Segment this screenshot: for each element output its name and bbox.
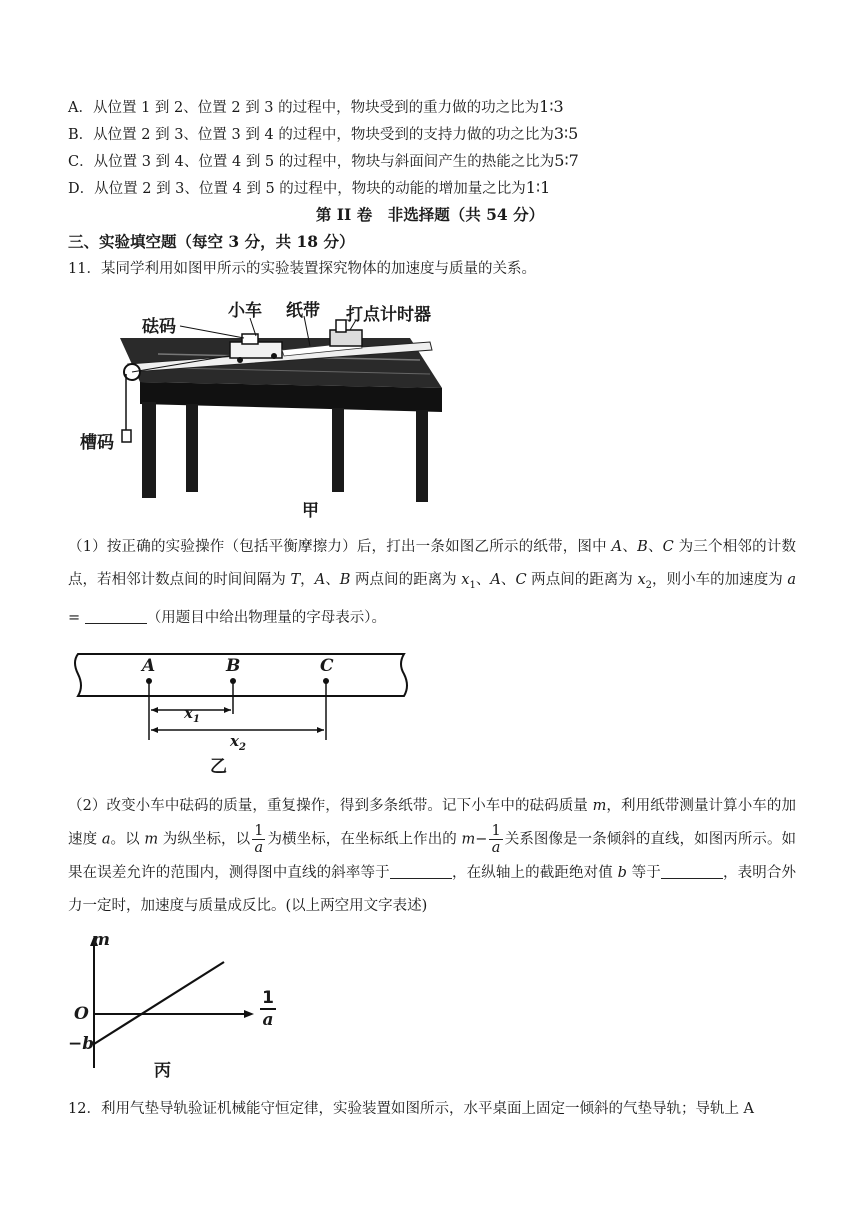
label-car: 小车 [228, 301, 262, 321]
option-a-ratio: 1∶3 [539, 97, 564, 116]
x1-label-var: x [184, 704, 193, 722]
x-axis-label-den: a [262, 1010, 274, 1030]
x-axis-label-num: 1 [260, 988, 276, 1010]
table-leg [332, 408, 344, 492]
option-d-ratio: 1∶1 [525, 178, 551, 197]
q11-part2-text-i: ，表明合外力一定时，加速度与质量成反比。(以上两空用文字表述) [68, 864, 797, 914]
fraction-1-over-a-2: $\frac{1}{a}$ [491, 823, 501, 856]
q11-part2-text-e: 为横坐标，在坐标纸上作出的 [267, 831, 462, 848]
q11-part2-text-b: ，利用纸带测量计算小车的加速度 [68, 798, 796, 848]
q11-stem: 11．某同学利用如图甲所示的实验装置探究物体的加速度与质量的关系。 [68, 261, 536, 277]
q11-part1: （1）按正确的实验操作（包括平衡摩擦力）后，打出一条如图乙所示的纸带，图中 A、B、C 为三个相邻的计数点，若相邻计数点间的时间间隔为 T，A、B 两点间的距离为 $x_1$、A、C 两点间的距离为 $x_2$，则小车的加速度为 a = （用题目中给出物理量的字母表示）。 [68, 539, 797, 626]
timer-top [336, 320, 346, 332]
fraction-1-over-a: $\frac{1}{a}$ [254, 823, 264, 856]
label-timer: 打点计时器 [346, 305, 431, 325]
option-a [68, 97, 564, 118]
option-d-text: D．从位置 2 到 3、位置 4 到 5 的过程中，物块的动能的增加量之比为 [68, 181, 526, 197]
car-wheel [237, 357, 243, 363]
table-leg [142, 402, 156, 498]
section3-title: 三、实验填空题（每空 3 分，共 18 分） [68, 232, 355, 251]
q11-part2: （2）改变小车中砝码的质量，重复操作，得到多条纸带。记下小车中的砝码质量 m，利用纸带测量计算小车的加速度 a。以 m 为纵坐标，以 $\frac{1}{a}$ 为横坐标，在坐标纸上作出的 m− $\frac{1}{a}$ 关系图像是一条倾斜的直线，如图丙所示。如果在误差允许的范围内，测得图中直线的斜率等于 ，在纵轴上的截距绝对值 b 等于 ，表明合外力一定时，加速度与质量成反比。(以上两空用文字表述) [68, 798, 797, 914]
origin-label: O [74, 1004, 89, 1024]
part2-title: 第 II 卷 非选择题（共 54 分） [315, 205, 545, 224]
q11-part1-text-b: 为三个相邻的计数点，若相邻计数点间的时间间隔为 [68, 539, 797, 588]
label-tape: 纸带 [286, 301, 320, 321]
q11-part2-text-f: 关系图像是一条倾斜的直线，如图丙所示。如果在误差允许的范围内，测得图中直线的斜率等于 [68, 831, 797, 881]
figure-yi-drawing [72, 648, 412, 776]
y-axis-label: m [92, 930, 110, 950]
q11-part2-text-c: 。以 [110, 831, 145, 848]
figure-yi-caption: 乙 [210, 757, 227, 777]
x-axis-arrow [244, 1010, 254, 1018]
data-line [94, 962, 224, 1044]
figure-jia [80, 290, 450, 522]
point-a-label: A [142, 656, 156, 676]
option-c [68, 151, 579, 172]
q11-answer-blank-3[interactable] [661, 862, 723, 879]
label-hook-weight: 槽码 [80, 433, 114, 453]
q11-part1-text-c: 两点间的距离为 [350, 572, 462, 588]
q11-part1-text-d: 两点间的距离为 [526, 572, 638, 588]
car-wheel [271, 353, 277, 359]
q11-part1-text-f: （用题目中给出物理量的字母表示）。 [146, 609, 387, 626]
option-c-ratio: 5∶7 [554, 151, 579, 170]
option-b-ratio: 3∶5 [553, 124, 579, 143]
tape-outline [75, 654, 407, 696]
q11-part1-text-a: （1）按正确的实验操作（包括平衡摩擦力）后，打出一条如图乙所示的纸带，图中 [68, 539, 612, 555]
figure-yi [72, 648, 412, 776]
pointer-weights [180, 326, 244, 338]
figure-bing [68, 928, 294, 1086]
q11-part2-text-g: ，在纵轴上的截距绝对值 [451, 864, 618, 881]
q11-answer-blank-2[interactable] [390, 862, 452, 879]
x2-label-var: x [230, 732, 239, 750]
label-weights: 砝码 [142, 317, 176, 337]
x1-arrowhead-right [224, 707, 231, 713]
point-b-label: B [226, 656, 241, 676]
figure-bing-caption: 丙 [154, 1061, 171, 1081]
x1-arrowhead-left [151, 707, 158, 713]
q11-part2-text-h: 等于 [626, 864, 661, 881]
option-d [68, 178, 550, 199]
x1-label-sub: 1 [192, 714, 200, 725]
table-leg [186, 404, 198, 492]
x2-label-sub: 2 [238, 742, 246, 753]
intercept-label: −b [68, 1034, 95, 1054]
hook-weight [122, 430, 131, 442]
q11-part2-text-a: （2）改变小车中砝码的质量，重复操作，得到多条纸带。记下小车中的砝码质量 [68, 798, 593, 814]
q12-stem: 12．利用气垫导轨验证机械能守恒定律，实验装置如图所示，水平桌面上固定一倾斜的气垫导轨；导轨上 A [68, 1101, 755, 1117]
point-c-label: C [320, 656, 334, 676]
x2-arrowhead-left [151, 727, 158, 733]
q11-part1-text-e: ，则小车的加速度为 [652, 572, 788, 588]
x2-label [230, 732, 246, 753]
q11-part2-text-d: 为纵坐标，以 [158, 831, 251, 848]
option-b [68, 124, 578, 145]
x2-arrowhead-right [317, 727, 324, 733]
q11-answer-blank-1[interactable] [85, 607, 147, 624]
option-c-text: C．从位置 3 到 4、位置 4 到 5 的过程中，物块与斜面间产生的热能之比为 [68, 154, 555, 170]
x-axis-label [260, 988, 276, 1030]
table-leg [416, 410, 428, 502]
option-b-text: B．从位置 2 到 3、位置 3 到 4 的过程中，物块受到的支持力做的功之比为 [68, 127, 554, 143]
option-a-text: A．从位置 1 到 2、位置 2 到 3 的过程中，物块受到的重力做的功之比为 [68, 100, 540, 116]
figure-jia-caption: 甲 [302, 501, 319, 521]
x1-label [184, 704, 200, 725]
